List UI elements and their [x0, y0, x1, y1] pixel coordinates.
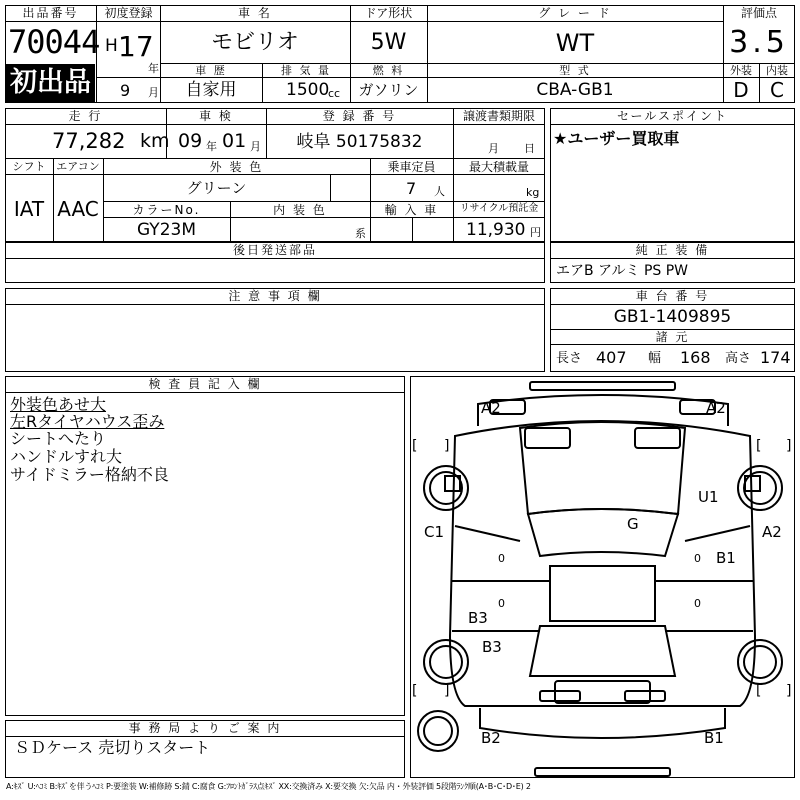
registration: 岐阜 50175832 [296, 132, 423, 152]
car-name-label: 車 名 [238, 6, 272, 20]
bracket-rr-open: [ [756, 683, 762, 699]
inspection-month-unit: 月 [250, 140, 261, 153]
roof [550, 566, 655, 621]
fuel-label: 燃 料 [372, 64, 405, 77]
capacity-label: 乗車定員 [387, 160, 436, 174]
hood [520, 422, 685, 514]
max-load-label: 最大積載量 [468, 160, 529, 174]
inspector-line-1: 外装色あせ大 [10, 395, 107, 414]
registration-label: 登 録 番 号 [322, 109, 397, 123]
displacement: 1500 [286, 80, 330, 100]
lot-no-label: 出品番号 [22, 6, 79, 20]
recycle-label: リサイクル預託金 [459, 203, 539, 214]
inspection-year-unit: 年 [206, 140, 217, 153]
transfer-label: 譲渡書類期限 [462, 109, 535, 123]
height: 174 [760, 348, 791, 367]
equipment: エアB アルミ PS PW [556, 263, 689, 279]
mark-rear-right: B1 [704, 729, 724, 747]
front-bumper-top [530, 382, 675, 390]
bracket-rl-close: ] [444, 683, 450, 699]
mark-zero-2: 0 [498, 597, 505, 610]
first-listing-badge: 初出品 [6, 64, 95, 102]
mark-right-side: A2 [762, 523, 782, 541]
mark-right-front-door: U1 [698, 488, 719, 506]
inspection-month: 01 [222, 130, 247, 152]
dims-label: 諸 元 [655, 330, 690, 344]
notes-label: 注 意 事 項 欄 [228, 289, 322, 303]
mark-front-right: A2 [706, 399, 726, 417]
bracket-fr-open: [ [756, 438, 762, 454]
mileage-label: 走 行 [68, 109, 103, 123]
length-label: 長さ [556, 351, 583, 366]
transfer-day-unit: 日 [524, 142, 535, 155]
car-name: モビリオ [211, 30, 299, 55]
exterior-label: 外装 [730, 64, 752, 77]
bracket-rl-open: [ [412, 683, 418, 699]
int-color-unit: 系 [355, 227, 366, 240]
door-type: 5W [370, 30, 407, 55]
rear-bumper [480, 708, 725, 738]
mark-zero-4: 0 [694, 597, 701, 610]
model-label: 型 式 [559, 64, 591, 77]
int-color-label: 内 装 色 [273, 203, 327, 217]
bracket-fr-close: ] [786, 438, 792, 454]
door-label: ドア形状 [364, 6, 413, 20]
reg-month: 9 [120, 81, 131, 100]
car-diagram [410, 376, 795, 778]
bracket-rr-close: ] [786, 683, 792, 699]
office-label: 事 務 局 よ り ご 案 内 [128, 721, 282, 735]
interior-label: 内装 [766, 64, 788, 77]
fuel: ガソリン [358, 81, 419, 99]
equipment-label: 純 正 装 備 [635, 243, 710, 257]
bracket-fl-open: [ [412, 438, 418, 454]
lot-no: 70044 [8, 23, 100, 61]
ext-color-label: 外 装 色 [209, 160, 264, 174]
shift: IAT [13, 197, 45, 221]
body-outline [450, 421, 755, 706]
color-no-label: カラーNo. [132, 203, 201, 217]
mileage: 77,282 [52, 129, 126, 153]
ext-color: グリーン [186, 179, 247, 197]
windshield [528, 509, 678, 556]
mark-rear-left: B2 [481, 729, 501, 747]
inspector-line-2: 左Rタイヤハウス歪み [10, 412, 165, 431]
later-parts-label: 後日発送部品 [232, 243, 317, 257]
recycle-fee: 11,930 [466, 220, 526, 240]
inspector-line-3: シートへたり [10, 429, 107, 448]
mark-left-rear-bottom: B3 [482, 638, 502, 656]
mark-right-rear: B1 [716, 549, 736, 567]
mileage-unit: km [140, 130, 170, 152]
mark-hood: G [627, 515, 639, 533]
recycle-unit: 円 [530, 226, 541, 239]
ac: AAC [57, 197, 99, 221]
width-label: 幅 [648, 351, 662, 366]
reg-year: 17 [118, 30, 154, 63]
history: 自家用 [185, 80, 237, 100]
bracket-fl-close: ] [444, 438, 450, 454]
capacity: 7 [406, 179, 417, 198]
era: H [105, 36, 118, 56]
mark-zero-3: 0 [694, 552, 701, 565]
inspection-year: 09 [178, 130, 203, 152]
reg-year-unit: 年 [148, 62, 159, 75]
displacement-label: 排 気 量 [281, 64, 331, 77]
legend: A:ｷｽﾞ U:ﾍｺﾐ B:ｷｽﾞを伴うﾍｺﾐ P:要塗装 W:補修跡 S:錆 C:腐食 G:ﾌﾛﾝﾄｶﾞﾗｽ点ｷｽﾞ XX:交換済み X:要交換 欠:欠品 内・外装評価 5段階ﾗﾝｸ順(A･B･C･D･E) 2 [6, 782, 531, 791]
mark-left-rear-top: B3 [468, 609, 488, 627]
rear-window [530, 626, 675, 676]
score: 3.5 [729, 25, 789, 60]
mark-front-left: A2 [481, 399, 501, 417]
score-label: 評価点 [740, 6, 777, 20]
max-load-unit: kg [526, 186, 540, 199]
ac-label: エアコン [56, 160, 100, 173]
grade: WT [555, 29, 595, 57]
office-message: ＳＤケース 売切りスタート [14, 738, 211, 757]
model: CBA-GB1 [536, 80, 614, 100]
inspector-label: 検 査 員 記 入 欄 [148, 377, 262, 391]
shift-label: シフト [12, 160, 46, 173]
color-no: GY23M [136, 220, 196, 240]
selling-point: ★ユーザー買取車 [553, 129, 680, 148]
chassis-label: 車 台 番 号 [635, 289, 710, 303]
inspector-line-5: サイドミラー格納不良 [10, 465, 169, 484]
transfer-month-unit: 月 [488, 142, 499, 155]
exterior-grade: D [733, 78, 749, 102]
mark-left-side: C1 [424, 523, 445, 541]
width: 168 [680, 348, 711, 367]
capacity-unit: 人 [434, 185, 445, 198]
interior-grade: C [770, 78, 784, 102]
chassis-no: GB1-1409895 [613, 307, 732, 327]
selling-points-label: セールスポイント [617, 109, 728, 123]
length: 407 [596, 348, 627, 367]
inspector-line-4: ハンドルすれ大 [10, 447, 123, 466]
first-reg-label: 初度登録 [104, 6, 153, 20]
history-label: 車 歴 [195, 64, 227, 77]
inspection-label: 車 検 [199, 109, 233, 123]
grade-label: グ レ ー ド [538, 6, 612, 20]
reg-month-unit: 月 [148, 86, 159, 99]
mark-zero-1: 0 [498, 552, 505, 565]
displacement-unit: cc [328, 87, 341, 100]
height-label: 高さ [725, 351, 752, 366]
import-label: 輸 入 車 [384, 203, 439, 217]
